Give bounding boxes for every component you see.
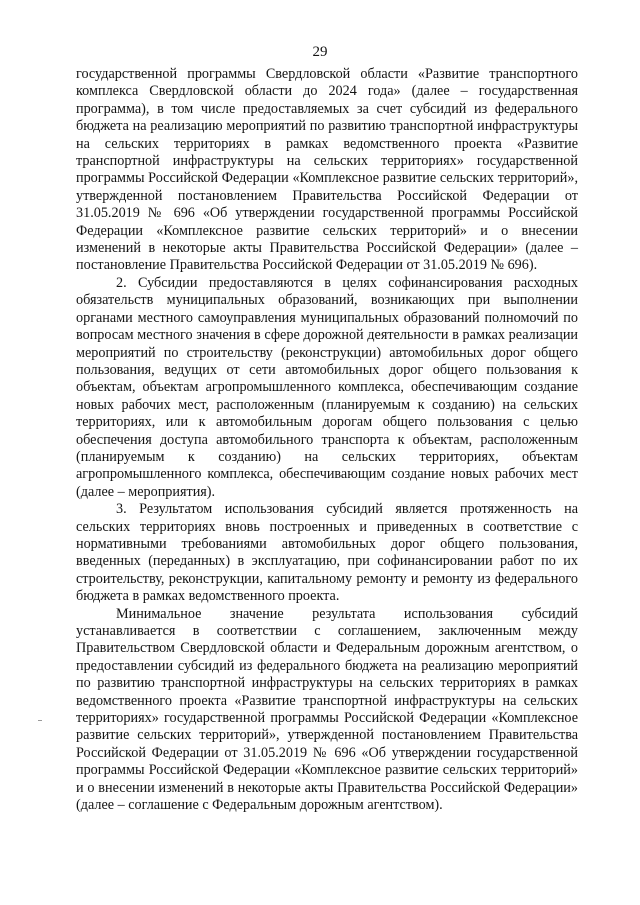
paragraph-minimum-result-value: Минимальное значение результата использования субсидий устанавливается в соответствии с соглашением, заключенным между Правительством Свердловской области и Федеральным дорожным агентством, о предоставлении субсидий из федерального бюджета на реализацию мероприятий по развитию транспортной инфраструктуры на сельских территориях в рамках ведомственного проекта «Развитие транспортной инфраструктуры на сельских территориях» государственной программы Российской Федерации «Комплексное развитие сельских территорий», утвержденной постановлением Правительства Российской Федерации от 31.05.2019 № 696 «Об утверждении государственной программы Российской Федерации «Комплексное развитие сельских территорий» и о внесении изменений в некоторые акты Правительства Российской Федерации» (далее – соглашение с Федеральным дорожным агентством). — [76, 605, 578, 814]
paragraph-continuation: государственной программы Свердловской области «Развитие транспортного комплекса Свердловской области до 2024 года» (далее – государственная программа), в том числе предоставляемых за счет субсидий из федерального бюджета на реализацию мероприятий по развитию транспортной инфраструктуры на сельских территориях в рамках ведомственного проекта «Развитие транспортной инфраструктуры на сельских территориях» государственной программы Российской Федерации «Комплексное развитие сельских территорий», утвержденной постановлением Правительства Российской Федерации от 31.05.2019 № 696 «Об утверждении государственной программы Российской Федерации «Комплексное развитие сельских территорий» и о внесении изменений в некоторые акты Правительства Российской Федерации» (далее – постановление Правительства Российской Федерации от 31.05.2019 № 696). — [76, 66, 578, 274]
page-number: 29 — [312, 44, 328, 60]
document-body — [76, 66, 578, 814]
paragraph-item-2-subsidies-purpose: 2. Субсидии предоставляются в целях софинансирования расходных обязательств муниципальных образований, возникающих при выполнении органами местного самоуправления муниципальных образований полномочий по вопросам местного значения в сфере дорожной деятельности в рамках реализации мероприятий по строительству (реконструкции) автомобильных дорог общего пользования, ведущих от сети автомобильных дорог общего пользования к объектам, объектам агропромышленного комплекса, обеспечивающим создание новых рабочих мест, расположенным (планируемым к созданию) на сельских территориях, или к автомобильным дорогам общего пользования с целью обеспечения доступа автомобильного транспорта к объектам, расположенным (планируемым к созданию) на сельских территориях, объектам агропромышленного комплекса, обеспечивающим создание новых рабочих мест (далее – мероприятия). — [76, 274, 578, 500]
margin-mark — [38, 720, 42, 721]
paragraph-item-3-subsidy-result: 3. Результатом использования субсидий является протяженность на сельских территориях вновь построенных и приведенных в соответствие с нормативными требованиями автомобильных дорог общего пользования, введенных (переданных) в эксплуатацию, при софинансировании работ по их строительству, реконструкции, капитальному ремонту и ремонту из федерального бюджета в рамках ведомственного проекта. — [76, 501, 578, 605]
